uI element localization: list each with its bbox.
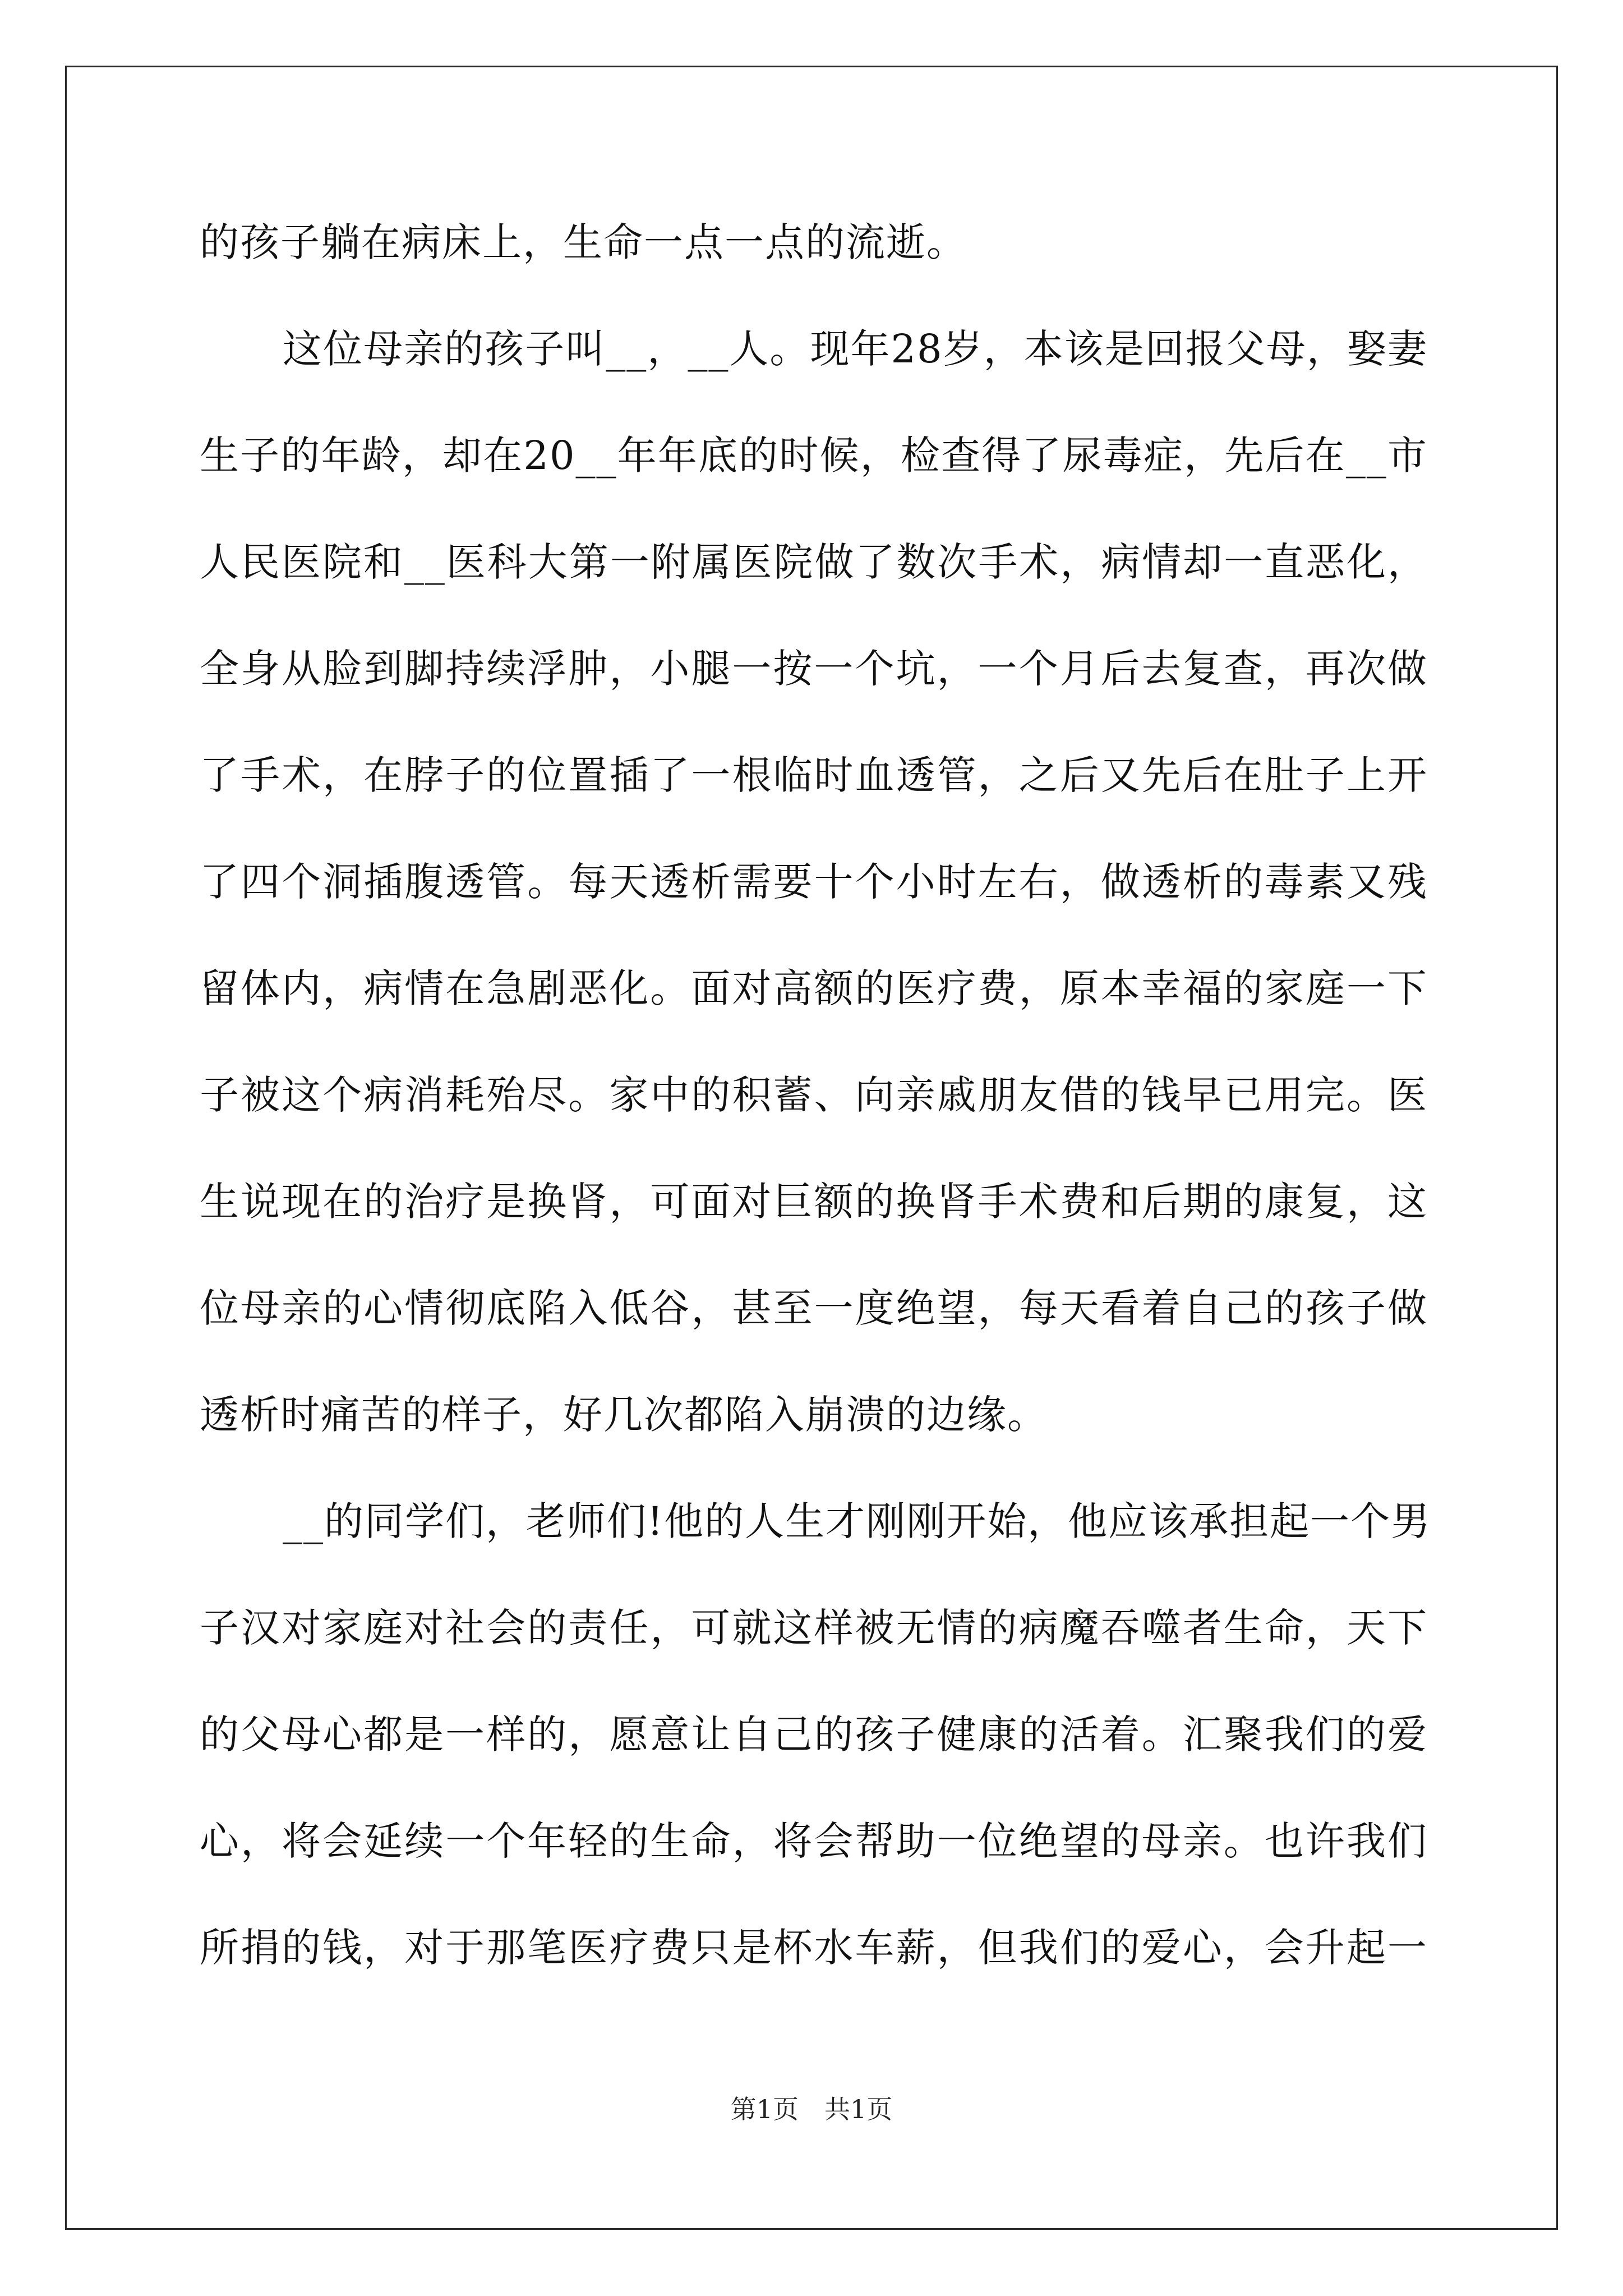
text-line: 生子的年龄，却在20__年年底的时候，检查得了尿毒症，先后在__市 (200, 432, 1428, 478)
text-line: 人民医院和__医科大第一附属医院做了数次手术，病情却一直恶化， (200, 539, 1428, 585)
text-line: 子被这个病消耗殆尽。家中的积蓄、向亲戚朋友借的钱早已用完。医 (200, 1072, 1428, 1118)
text-line: 透析时痛苦的样子，好几次都陷入崩溃的边缘。 (200, 1392, 1048, 1438)
text-line: 生说现在的治疗是换肾，可面对巨额的换肾手术费和后期的康复，这 (200, 1179, 1428, 1225)
text-line: 位母亲的心情彻底陷入低谷，甚至一度绝望，每天看着自己的孩子做 (200, 1285, 1428, 1331)
page-border (65, 66, 1558, 2230)
text-line: 子汉对家庭对社会的责任，可就这样被无情的病魔吞噬者生命，天下 (200, 1605, 1428, 1651)
text-line: 全身从脸到脚持续浮肿，小腿一按一个坑，一个月后去复查，再次做 (200, 646, 1428, 692)
text-line: 所捐的钱，对于那笔医疗费只是杯水车薪，但我们的爱心，会升起一 (200, 1925, 1428, 1971)
text-line: 了四个洞插腹透管。每天透析需要十个小时左右，做透析的毒素又残 (200, 859, 1428, 905)
page-footer: 第1页 共1页 (730, 2094, 893, 2124)
paragraph-first-line: 这位母亲的孩子叫__，__人。现年28岁，本该是回报父母，娶妻 (283, 326, 1428, 372)
text-line: 的父母心都是一样的，愿意让自己的孩子健康的活着。汇聚我们的爱 (200, 1711, 1428, 1757)
text-line: 的孩子躺在病床上，生命一点一点的流逝。 (200, 219, 967, 265)
text-line: 留体内，病情在急剧恶化。面对高额的医疗费，原本幸福的家庭一下 (200, 965, 1428, 1011)
paragraph-first-line: __的同学们，老师们!他的人生才刚刚开始，他应该承担起一个男 (283, 1498, 1432, 1544)
text-line: 了手术，在脖子的位置插了一根临时血透管，之后又先后在肚子上开 (200, 752, 1428, 798)
text-line: 心，将会延续一个年轻的生命，将会帮助一位绝望的母亲。也许我们 (200, 1818, 1428, 1864)
